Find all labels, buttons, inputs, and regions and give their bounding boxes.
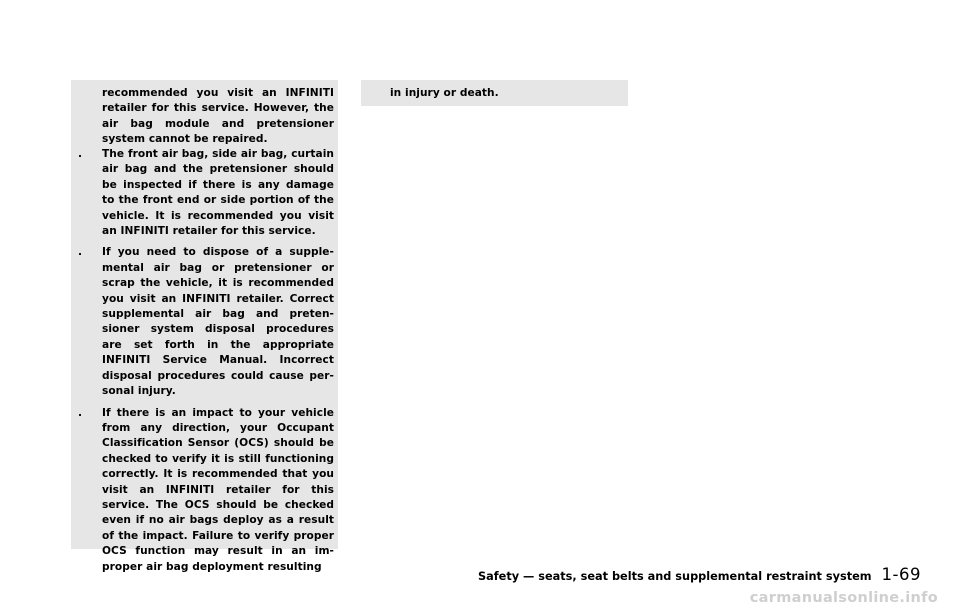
bullet-marker: . xyxy=(78,406,83,419)
page-footer xyxy=(478,565,921,584)
list-item xyxy=(78,245,334,399)
list-item xyxy=(78,406,334,575)
footer-section-title: Safety — seats, seat belts and supplemental restraint system xyxy=(477,570,872,583)
bullet-list xyxy=(78,147,334,581)
watermark: carmanualsonline.info xyxy=(749,590,938,606)
list-item xyxy=(78,147,334,239)
bullet-marker: . xyxy=(78,246,83,259)
bullet-text: The front air bag, side air bag, curtain air bag and the pretensioner should be inspected if there is any damage to the front end or side portion of the vehicle. It is recommended you visit an INFINITI retailer for this service. xyxy=(102,148,334,238)
bullet-text: If you need to dispose of a supple-mental air bag or pretensioner or scrap the vehicle, it is recommended you visit an INFINITI retailer. Correct supplemental air bag and preten-sioner system disposal procedures are set forth in the appropriate INFINITI Service Manual. Incorrect disposal procedures could cause per-sonal injury. xyxy=(102,246,334,398)
continued-paragraph: recommended you visit an INFINITI retailer for this service. However, the air bag module and pretensioner system cannot be repaired. xyxy=(102,87,334,146)
page-number: 1-69 xyxy=(881,565,921,584)
bullet-text: If there is an impact to your vehicle from any direction, your Occupant Classification Sensor (OCS) should be checked to verify it is still functioning correctly. It is recommended that you visit an INFINITI retailer for this service. The OCS should be checked even if no air bags deploy as a result of the impact. Failure to verify proper OCS function may result in an im-proper air bag deployment resulting xyxy=(102,406,334,573)
right-column-text: in injury or death. xyxy=(390,87,499,99)
bullet-marker: . xyxy=(78,148,83,160)
